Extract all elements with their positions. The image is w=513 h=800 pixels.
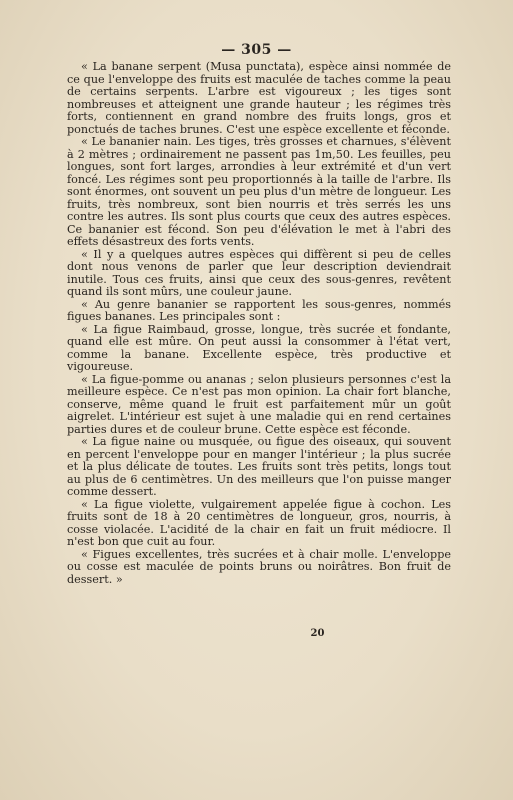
paragraph: « La figue-pomme ou ananas ; selon plusieurs personnes c'est la meilleure espèce. Ce n'est pas mon opinion. La chair fort blanche, conserve, même quand le fruit est parfaitement mûr un goût aigrelet. L'intérieur est sujet à une maladie qui en rend certaines parties dures et de couleur brune. Cette espèce est féconde.	[67, 372, 451, 436]
body-text	[67, 61, 451, 586]
paragraph: « Il y a quelques autres espèces qui diffèrent si peu de celles dont nous venons de parler que leur description deviendrait inutile. Tous ces fruits, ainsi que ceux des sous-genres, revêtent quand ils sont mûrs, une couleur jaune.	[67, 247, 451, 298]
paragraph: « Figues excellentes, très sucrées et à chair molle. L'enveloppe ou cosse est maculée de points bruns ou noirâtres. Bon fruit de dessert. »	[67, 547, 451, 586]
paragraph: « Au genre bananier se rapportent les sous-genres, nommés figues bananes. Les principales sont :	[67, 297, 451, 323]
paragraph: « Le bananier nain. Les tiges, très grosses et charnues, s'élèvent à 2 mètres ; ordinairement ne passent pas 1m,50. Les feuilles, peu longues, sont fort larges, arrondies à leur extrémité et d'un vert foncé. Les régimes sont peu proportionnés à la taille de l'arbre. Ils sont énormes, ont souvent un peu plus d'un mètre de longueur. Les fruits, très nombreux, sont bien nourris et très serrés les uns contre les autres. Ils sont plus courts que ceux des autres espèces. Ce bananier est fécond. Son peu d'élévation le met à l'abri des effets désastreux des forts vents.	[67, 135, 451, 248]
paragraph: « La figue naine ou musquée, ou figue des oiseaux, qui souvent en percent l'enveloppe pour en manger l'intérieur ; la plus sucrée et la plus délicate de toutes. Les fruits sont très petits, longs tout au plus de 6 centimètres. Un des meilleurs que l'on puisse manger comme dessert.	[67, 435, 451, 498]
signature-mark: 20	[310, 628, 325, 639]
paragraph: « La banane serpent (Musa punctata), espèce ainsi nommée de ce que l'enveloppe des fruits est maculée de taches comme la peau de certains serpents. L'arbre est vigoureux ; les tiges sont nombreuses et atteignent une grande hauteur ; les régimes très forts, contiennent en grand nombre des fruits longs, gros et ponctués de taches brunes. C'est une espèce excellente et féconde.	[67, 60, 451, 136]
page-number: — 305 —	[221, 42, 292, 58]
paragraph: « La figue violette, vulgairement appelée figue à cochon. Les fruits sont de 18 à 20 centimètres de longueur, gros, nourris, à cosse violacée. L'acidité de la chair en fait un fruit médiocre. Il n'est bon que cuit au four.	[67, 497, 451, 548]
paragraph: « La figue Raimbaud, grosse, longue, très sucrée et fondante, quand elle est mûre. On peut aussi la consommer à l'état vert, comme la banane. Excellente espèce, très productive et vigoureuse.	[67, 322, 451, 373]
